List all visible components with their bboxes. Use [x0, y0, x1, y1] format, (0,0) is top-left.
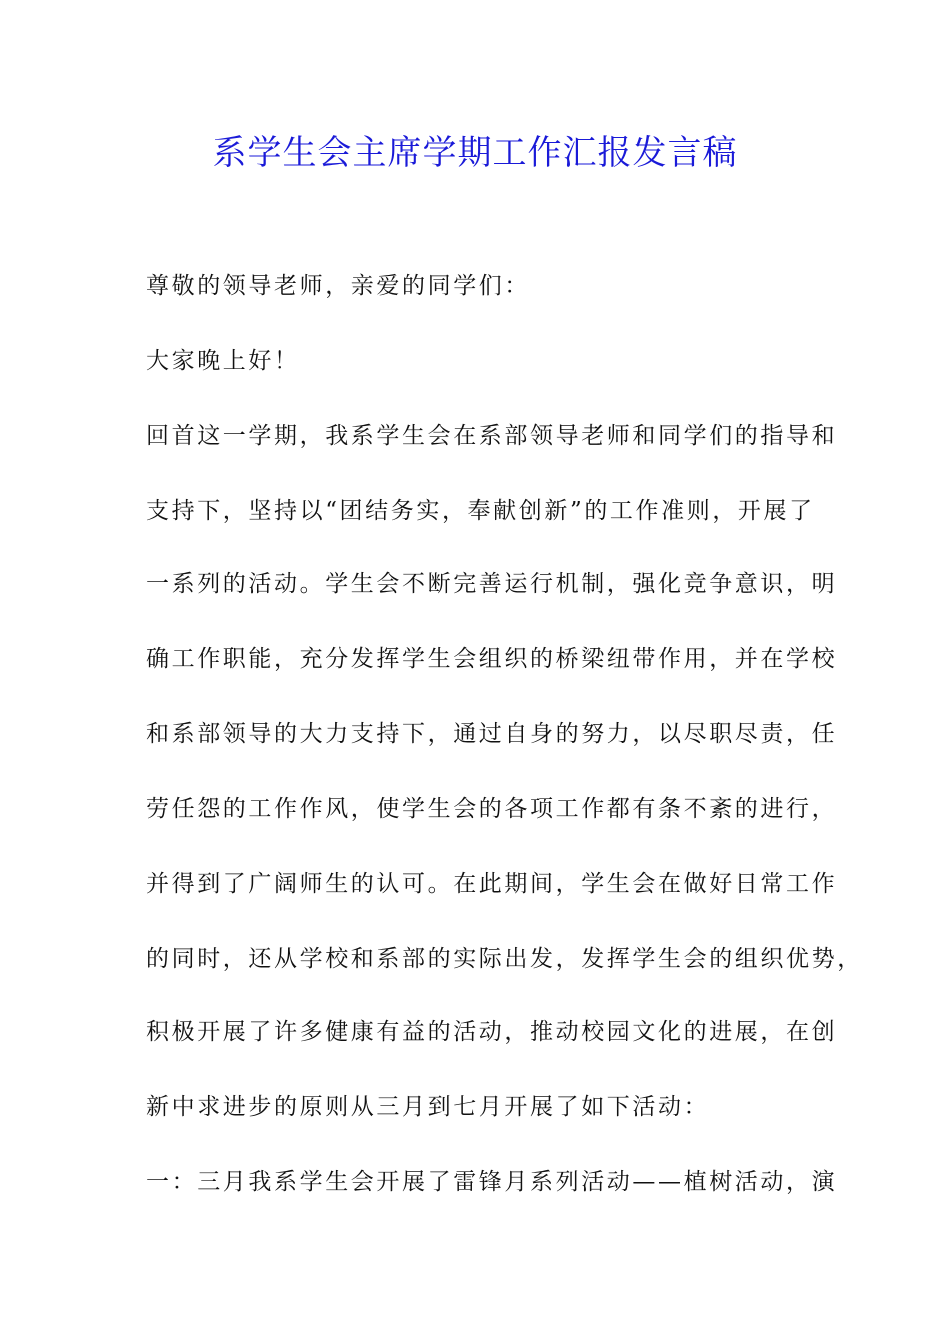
text-line: 并得到了广阔师生的认可。在此期间，学生会在做好日常工作 — [146, 871, 838, 897]
text-line: 一：三月我系学生会开展了雷锋月系列活动——植树活动，演 — [146, 1169, 838, 1195]
text-line: 积极开展了许多健康有益的活动，推动校园文化的进展，在创 — [146, 1019, 838, 1045]
text-line: 一系列的活动。学生会不断完善运行机制，强化竞争意识，明 — [146, 571, 838, 597]
text-line: 大家晚上好！ — [146, 348, 300, 374]
text-line: 的同时，还从学校和系部的实际出发，发挥学生会的组织优势， — [146, 946, 863, 972]
document-title: 系学生会主席学期工作汇报发言稿 — [212, 133, 738, 173]
text-line: 确工作职能，充分发挥学生会组织的桥梁纽带作用，并在学校 — [146, 646, 838, 672]
text-line: 支持下，坚持以“团结务实，奉献创新”的工作准则，开展了 — [146, 498, 815, 524]
text-line: 劳任怨的工作作风，使学生会的各项工作都有条不紊的进行， — [146, 796, 838, 822]
text-line: 新中求进步的原则从三月到七月开展了如下活动： — [146, 1094, 710, 1120]
text-line: 尊敬的领导老师，亲爱的同学们： — [146, 273, 530, 299]
text-line: 回首这一学期，我系学生会在系部领导老师和同学们的指导和 — [146, 423, 838, 449]
text-line: 和系部领导的大力支持下，通过自身的努力，以尽职尽责，任 — [146, 721, 838, 747]
